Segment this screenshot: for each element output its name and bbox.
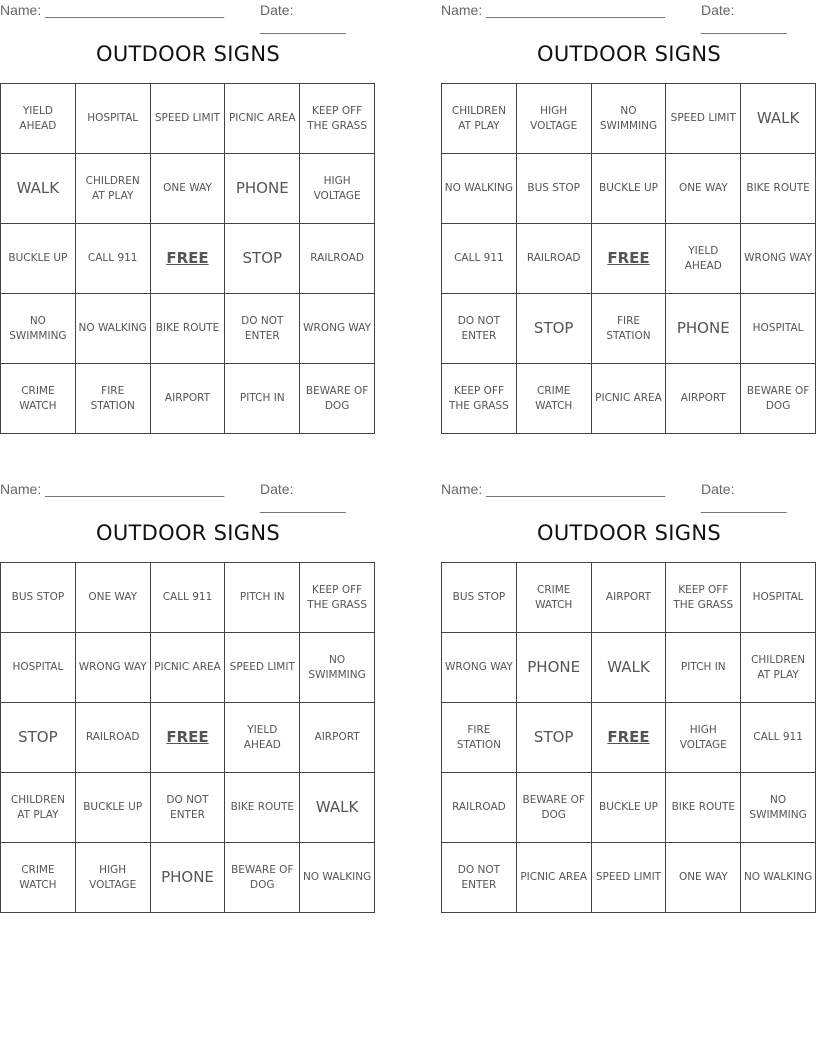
bingo-cell: BUCKLE UP xyxy=(1,224,76,294)
bingo-cell: SPEED LIMIT xyxy=(666,84,741,154)
bingo-cell: PICNIC AREA xyxy=(225,84,300,154)
bingo-cell: RAILROAD xyxy=(517,224,592,294)
bingo-grid xyxy=(441,562,816,913)
name-field-label: Name: _______________________ xyxy=(0,481,225,497)
card-header xyxy=(0,2,376,34)
bingo-cell: HOSPITAL xyxy=(1,633,76,703)
name-field-label: Name: _______________________ xyxy=(0,2,225,18)
free-space-cell: FREE xyxy=(592,703,667,773)
bingo-cell: HIGH VOLTAGE xyxy=(300,154,375,224)
bingo-cell: RAILROAD xyxy=(76,703,151,773)
bingo-cell: BIKE ROUTE xyxy=(666,773,741,843)
card-title: OUTDOOR SIGNS xyxy=(537,521,721,545)
bingo-cell: WRONG WAY xyxy=(76,633,151,703)
bingo-cell: BUCKLE UP xyxy=(592,154,667,224)
bingo-cell: ONE WAY xyxy=(666,843,741,913)
bingo-cell: NO SWIMMING xyxy=(1,294,76,364)
card-title: OUTDOOR SIGNS xyxy=(96,521,280,545)
bingo-cell: HOSPITAL xyxy=(76,84,151,154)
bingo-cell: BUS STOP xyxy=(517,154,592,224)
bingo-cell: ONE WAY xyxy=(76,563,151,633)
free-space-cell: FREE xyxy=(592,224,667,294)
bingo-cell: FIRE STATION xyxy=(442,703,517,773)
bingo-cell: KEEP OFF THE GRASS xyxy=(442,364,517,434)
bingo-cell: BEWARE OF DOG xyxy=(517,773,592,843)
bingo-cell: CHILDREN AT PLAY xyxy=(76,154,151,224)
bingo-cell: DO NOT ENTER xyxy=(442,294,517,364)
bingo-cell: NO WALKING xyxy=(442,154,517,224)
bingo-cell: HOSPITAL xyxy=(741,294,816,364)
bingo-cell: NO SWIMMING xyxy=(741,773,816,843)
date-field-label: Date: ___________ xyxy=(260,2,346,34)
bingo-cell: WALK xyxy=(300,773,375,843)
card-header xyxy=(441,2,816,34)
bingo-cell: BEWARE OF DOG xyxy=(741,364,816,434)
bingo-cell: CALL 911 xyxy=(76,224,151,294)
bingo-cell: KEEP OFF THE GRASS xyxy=(300,84,375,154)
bingo-cell: BUS STOP xyxy=(1,563,76,633)
bingo-cell: WRONG WAY xyxy=(300,294,375,364)
bingo-cell: YIELD AHEAD xyxy=(225,703,300,773)
bingo-cell: RAILROAD xyxy=(442,773,517,843)
name-field-label: Name: _______________________ xyxy=(441,2,666,18)
bingo-cell: WRONG WAY xyxy=(741,224,816,294)
bingo-cell: ONE WAY xyxy=(151,154,226,224)
bingo-grid xyxy=(441,83,816,434)
bingo-cell: FIRE STATION xyxy=(592,294,667,364)
bingo-cell: CRIME WATCH xyxy=(517,364,592,434)
bingo-cell: CHILDREN AT PLAY xyxy=(741,633,816,703)
bingo-cell: PITCH IN xyxy=(225,563,300,633)
bingo-cell: WALK xyxy=(741,84,816,154)
bingo-cell: BIKE ROUTE xyxy=(741,154,816,224)
bingo-grid xyxy=(0,83,375,434)
free-space-cell: FREE xyxy=(151,703,226,773)
bingo-cell: NO WALKING xyxy=(300,843,375,913)
bingo-cell: CALL 911 xyxy=(442,224,517,294)
name-field-label: Name: _______________________ xyxy=(441,481,666,497)
bingo-cell: NO WALKING xyxy=(76,294,151,364)
bingo-cell: PITCH IN xyxy=(225,364,300,434)
bingo-cell: SPEED LIMIT xyxy=(225,633,300,703)
bingo-cell: DO NOT ENTER xyxy=(225,294,300,364)
bingo-cell: HOSPITAL xyxy=(741,563,816,633)
bingo-cell: PHONE xyxy=(666,294,741,364)
bingo-cell: DO NOT ENTER xyxy=(151,773,226,843)
bingo-cell: PHONE xyxy=(151,843,226,913)
bingo-cell: PICNIC AREA xyxy=(592,364,667,434)
bingo-cell: CALL 911 xyxy=(741,703,816,773)
bingo-cell: STOP xyxy=(517,703,592,773)
bingo-cell: PHONE xyxy=(225,154,300,224)
bingo-cell: WRONG WAY xyxy=(442,633,517,703)
bingo-cell: KEEP OFF THE GRASS xyxy=(300,563,375,633)
bingo-cell: BUS STOP xyxy=(442,563,517,633)
bingo-cell: NO SWIMMING xyxy=(592,84,667,154)
bingo-cell: AIRPORT xyxy=(300,703,375,773)
bingo-cell: AIRPORT xyxy=(592,563,667,633)
bingo-cell: WALK xyxy=(1,154,76,224)
bingo-cell: NO SWIMMING xyxy=(300,633,375,703)
bingo-cell: HIGH VOLTAGE xyxy=(76,843,151,913)
date-field-label: Date: ___________ xyxy=(260,481,346,513)
bingo-cell: PICNIC AREA xyxy=(517,843,592,913)
bingo-cell: YIELD AHEAD xyxy=(666,224,741,294)
bingo-cell: CHILDREN AT PLAY xyxy=(442,84,517,154)
bingo-cell: CRIME WATCH xyxy=(1,843,76,913)
bingo-cell: YIELD AHEAD xyxy=(1,84,76,154)
bingo-cell: PITCH IN xyxy=(666,633,741,703)
bingo-cell: PHONE xyxy=(517,633,592,703)
bingo-cell: AIRPORT xyxy=(151,364,226,434)
bingo-cell: PICNIC AREA xyxy=(151,633,226,703)
bingo-cell: CRIME WATCH xyxy=(1,364,76,434)
bingo-cell: AIRPORT xyxy=(666,364,741,434)
bingo-cell: BEWARE OF DOG xyxy=(300,364,375,434)
free-space-cell: FREE xyxy=(151,224,226,294)
bingo-cell: FIRE STATION xyxy=(76,364,151,434)
bingo-cell: CALL 911 xyxy=(151,563,226,633)
bingo-cell: SPEED LIMIT xyxy=(592,843,667,913)
bingo-cell: ONE WAY xyxy=(666,154,741,224)
bingo-cell: DO NOT ENTER xyxy=(442,843,517,913)
bingo-cell: BIKE ROUTE xyxy=(225,773,300,843)
bingo-cell: CRIME WATCH xyxy=(517,563,592,633)
card-header xyxy=(441,481,816,513)
bingo-cell: HIGH VOLTAGE xyxy=(517,84,592,154)
bingo-cell: WALK xyxy=(592,633,667,703)
card-header xyxy=(0,481,376,513)
date-field-label: Date: ___________ xyxy=(701,2,787,34)
bingo-cell: BUCKLE UP xyxy=(76,773,151,843)
bingo-cell: BIKE ROUTE xyxy=(151,294,226,364)
bingo-cell: HIGH VOLTAGE xyxy=(666,703,741,773)
bingo-cell: SPEED LIMIT xyxy=(151,84,226,154)
bingo-cell: STOP xyxy=(517,294,592,364)
bingo-grid xyxy=(0,562,375,913)
bingo-cell: NO WALKING xyxy=(741,843,816,913)
bingo-cell: RAILROAD xyxy=(300,224,375,294)
bingo-cell: BUCKLE UP xyxy=(592,773,667,843)
bingo-cell: STOP xyxy=(1,703,76,773)
date-field-label: Date: ___________ xyxy=(701,481,787,513)
bingo-cell: KEEP OFF THE GRASS xyxy=(666,563,741,633)
bingo-cell: CHILDREN AT PLAY xyxy=(1,773,76,843)
bingo-cell: STOP xyxy=(225,224,300,294)
card-title: OUTDOOR SIGNS xyxy=(537,42,721,66)
card-title: OUTDOOR SIGNS xyxy=(96,42,280,66)
bingo-cell: BEWARE OF DOG xyxy=(225,843,300,913)
